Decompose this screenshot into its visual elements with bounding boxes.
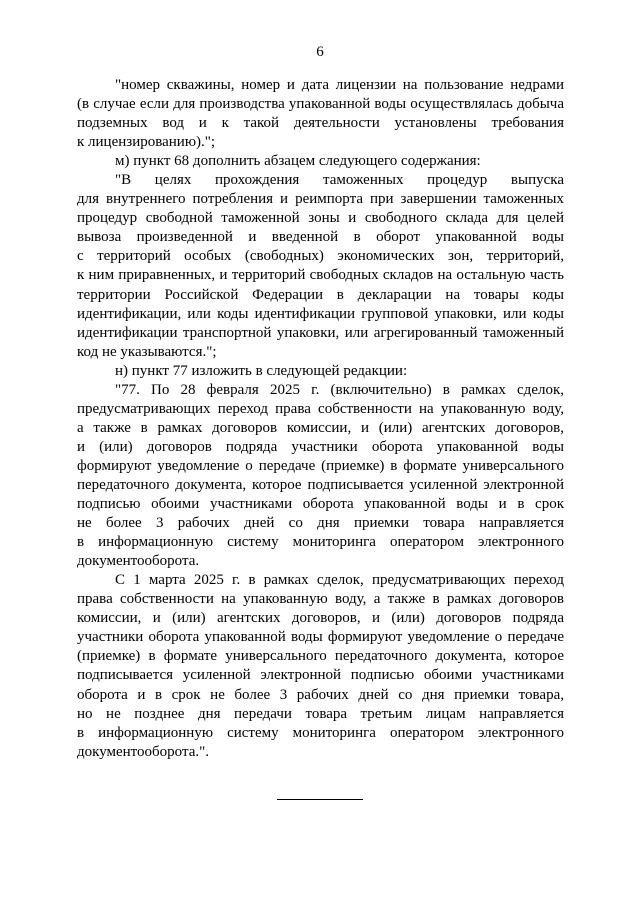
text-line: но не позднее дня передачи товара третьим лицам направляется [77, 705, 564, 722]
text-line: код не указываются."; [77, 343, 217, 360]
text-line: в информационную систему мониторинга оператором электронного [77, 724, 564, 741]
text-line: оборота и в срок не более 3 рабочих дней со дня приемки товара, [77, 686, 564, 703]
text-line: вывоза произведенной и введенной в оборот упакованной воды [77, 229, 564, 246]
text-line: "В целях прохождения таможенных процедур выпуска [115, 172, 564, 189]
text-line: подземных вод и к такой деятельности установлены требования [77, 115, 564, 132]
text-line: и (или) договоров подряда участники оборота упакованной воды [77, 438, 564, 455]
text-line: в информационную систему мониторинга оператором электронного [77, 534, 564, 551]
text-line: идентификации транспортной упаковки, или агрегированный таможенный [77, 324, 564, 341]
text-line: для внутреннего потребления и реимпорта при завершении таможенных [77, 191, 564, 208]
text-line: комиссии, и (или) агентских договоров, и (или) договоров подряда [77, 610, 564, 627]
text-line: к ним приравненных, и территорий свободных складов на остальную часть [77, 267, 564, 284]
text-line: формируют уведомление о передаче (приемке) в формате универсального [77, 457, 564, 474]
text-line: "77. По 28 февраля 2025 г. (включительно) в рамках сделок, [115, 381, 564, 398]
text-line: документооборота. [77, 553, 200, 570]
text-line: территории Российской Федерации в декларации на товары коды [77, 286, 564, 303]
text-line: "номер скважины, номер и дата лицензии на пользование недрами [115, 77, 564, 93]
text-line: с территорий особых (свободных) экономических зон, территорий, [77, 248, 564, 265]
text-line: предусматривающих переход права собственности на упакованную воду, [77, 400, 564, 417]
text-line: участники оборота упакованной воды формируют уведомление о передаче [77, 629, 564, 646]
text-line: к лицензированию)."; [77, 134, 216, 151]
text-line: (в случае если для производства упакованной воды осуществлялась добыча [77, 96, 564, 113]
text-line: подписывается усиленной электронной подписью обоими участниками [77, 667, 564, 684]
text-line: документооборота.". [77, 743, 209, 760]
text-line: передаточного документа, которое подписывается усиленной электронной [77, 476, 564, 493]
document-body [77, 76, 564, 762]
text-line: подписью обоими участниками оборота упакованной воды и в срок [77, 496, 564, 513]
text-line: идентификации, или коды идентификации групповой упаковки, или коды [77, 305, 564, 322]
text-line: (приемке) в формате универсального передаточного документа, которое [77, 648, 564, 665]
text-line: н) пункт 77 изложить в следующей редакции: [115, 362, 408, 379]
page-number: 6 [316, 44, 324, 60]
text-line: м) пункт 68 дополнить абзацем следующего содержания: [115, 153, 481, 170]
text-line: С 1 марта 2025 г. в рамках сделок, предусматривающих переход [115, 572, 564, 589]
end-separator-line [277, 799, 363, 800]
text-line: процедур свободной таможенной зоны и свободного склада для целей [77, 210, 564, 227]
text-line: права собственности на упакованную воду, а также в рамках договоров [77, 591, 564, 608]
text-line: а также в рамках договоров комиссии, и (или) агентских договоров, [77, 419, 564, 436]
text-line: не более 3 рабочих дней со дня приемки товара направляется [77, 515, 564, 532]
